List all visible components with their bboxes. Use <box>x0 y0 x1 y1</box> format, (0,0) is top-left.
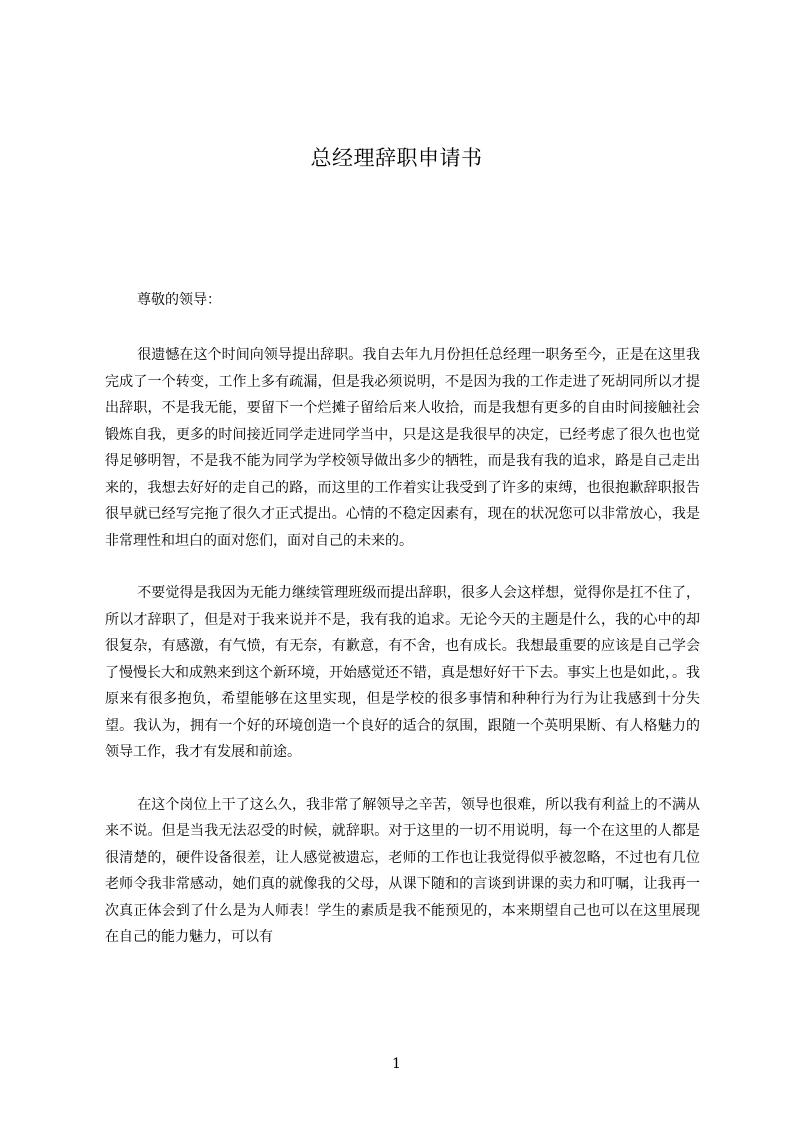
page-number: 1 <box>392 1056 401 1072</box>
document-body <box>105 342 700 977</box>
document-title: 总经理辞职申请书 <box>310 146 483 170</box>
body-paragraph-3: 在这个岗位上干了这么久，我非常了解领导之辛苦，领导也很难，所以我有利益上的不满从来不说。但是当我无法忍受的时候，就辞职。对于这里的一切不用说明，每一个在这里的人都是很清楚的，硬件设备很差，让人感觉被遗忘，老师的工作也让我觉得似乎被忽略，不过也有几位老师令我非常感动，她们真的就像我的父母，从课下随和的言谈到讲课的卖力和叮嘱，让我再一次真正体会到了什么是为人师表！学生的素质是我不能预见的，本来期望自己也可以在这里展现在自己的能力魅力，可以有 <box>105 796 700 945</box>
salutation: 尊敬的领导： <box>137 292 221 308</box>
body-paragraph-2: 不要觉得是我因为无能力继续管理班级而提出辞职，很多人会这样想，觉得你是扛不住了，所以才辞职了，但是对于我来说并不是，我有我的追求。无论今天的主题是什么，我的心中的却很复杂，有感激，有气愤，有无奈，有歉意，有不舍，也有成长。我想最重要的应该是自己学会了慢慢长大和成熟来到这个新环境，开始感觉还不错，真是想好好干下去。事实上也是如此，。我原来有很多抱负，希望能够在这里实现，但是学校的很多事情和种种行为行为让我感到十分失望。我认为，拥有一个好的环境创造一个良好的适合的氛围，跟随一个英明果断、有人格魅力的领导工作，我才有发展和前途。 <box>105 585 700 760</box>
body-paragraph-1: 很遗憾在这个时间向领导提出辞职。我自去年九月份担任总经理一职务至今，正是在这里我完成了一个转变，工作上多有疏漏，但是我必须说明，不是因为我的工作走进了死胡同所以才提出辞职，不是我无能，要留下一个烂摊子留给后来人收拾，而是我想有更多的自由时间接触社会锻炼自我，更多的时间接近同学走进同学当中，只是这是我很早的决定，已经考虑了很久也也觉得足够明智，不是我不能为同学为学校领导做出多少的牺牲，而是我有我的追求，路是自己走出来的，我想去好好的走自己的路，而这里的工作着实让我受到了许多的束缚，也很抱歉辞职报告很早就已经写完拖了很久才正式提出。心情的不稳定因素有，现在的状况您可以非常放心，我是非常理性和坦白的面对您们，面对自己的未来的。 <box>105 347 700 549</box>
